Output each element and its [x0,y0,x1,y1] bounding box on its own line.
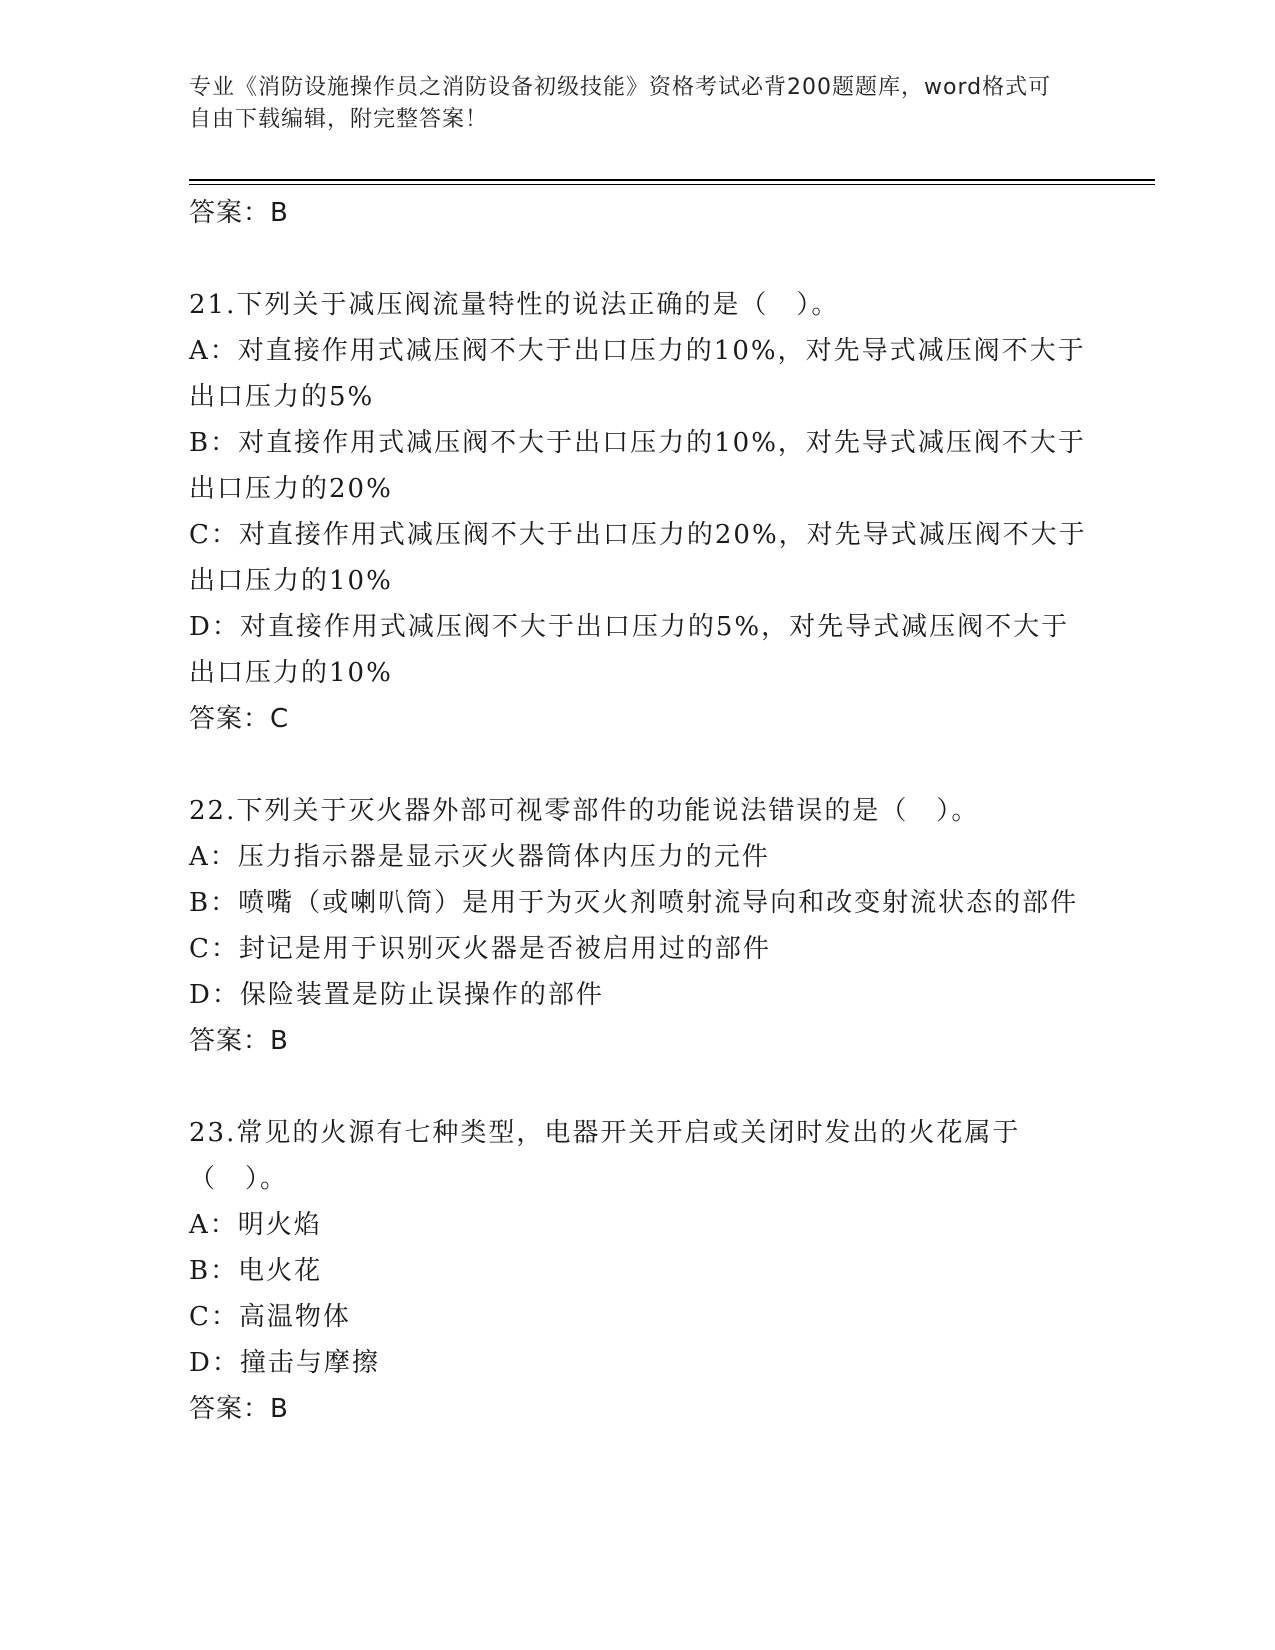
question-23 [189,1110,1089,1432]
option-a: A：明火焰 [189,1210,322,1240]
answer-line: 答案：C [189,704,290,734]
question-stem: 21.下列关于减压阀流量特性的说法正确的是（ ）。 [189,290,840,320]
option-d: D：撞击与摩擦 [189,1348,380,1378]
answer-line: 答案：B [189,1394,289,1424]
option-c: C：高温物体 [189,1302,351,1332]
option-c: C：封记是用于识别灭火器是否被启用过的部件 [189,934,771,964]
option-a: A：对直接作用式减压阀不大于出口压力的10%，对先导式减压阀不大于出口压力的5% [189,336,1086,412]
option-c: C：对直接作用式减压阀不大于出口压力的20%，对先导式减压阀不大于出口压力的10% [189,520,1087,596]
question-stem: 23.常见的火源有七种类型，电器开关开启或关闭时发出的火花属于（ ）。 [189,1118,1021,1194]
answer-line: 答案：B [189,1026,289,1056]
question-21 [189,282,1089,742]
previous-answer: 答案：B [189,198,289,228]
option-d: D：对直接作用式减压阀不大于出口压力的5%，对先导式减压阀不大于出口压力的10% [189,612,1070,688]
option-b: B：电火花 [189,1256,323,1286]
option-d: D：保险装置是防止误操作的部件 [189,980,604,1010]
question-stem: 22.下列关于灭火器外部可视零部件的功能说法错误的是（ ）。 [189,796,980,826]
document-header: 专业《消防设施操作员之消防设备初级技能》资格考试必背200题题库，word格式可自由下载编辑，附完整答案！ [189,75,1052,132]
header-divider-thin [189,184,1155,185]
header-divider-thick [189,179,1155,181]
question-list [189,190,1089,1432]
option-a: A：压力指示器是显示灭火器筒体内压力的元件 [189,842,770,872]
option-b: B：喷嘴（或喇叭筒）是用于为灭火剂喷射流导向和改变射流状态的部件 [189,888,1079,918]
question-22 [189,788,1089,1064]
option-b: B：对直接作用式减压阀不大于出口压力的10%，对先导式减压阀不大于出口压力的20% [189,428,1086,504]
